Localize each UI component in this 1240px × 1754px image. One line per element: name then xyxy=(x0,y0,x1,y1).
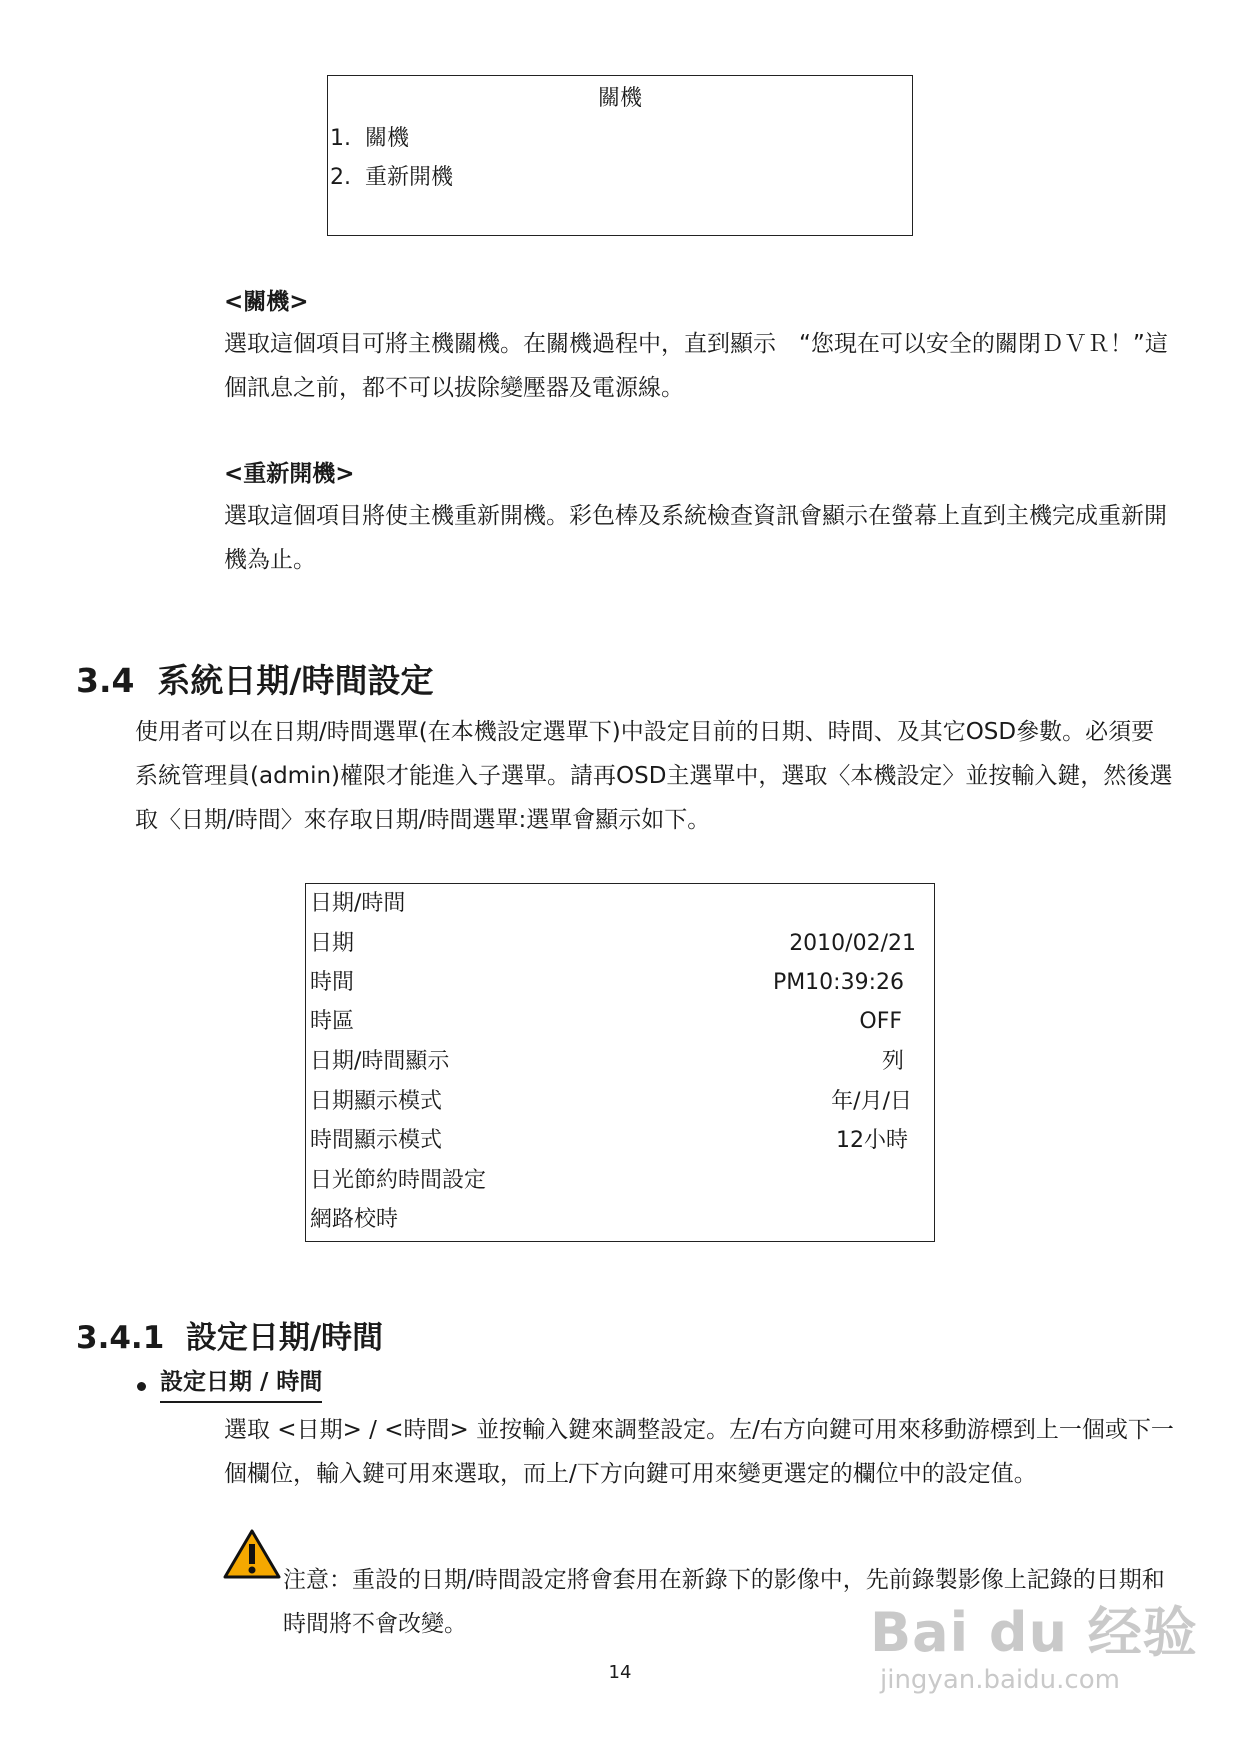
shutdown-menu-box xyxy=(327,75,913,236)
menu-row-label: 時區 xyxy=(310,1009,355,1034)
menu-row-dst xyxy=(306,1161,934,1201)
menu-row-timezone xyxy=(306,1002,934,1042)
shutdown-menu-item-2: 2. 重新開機 xyxy=(330,165,453,190)
menu-row-date xyxy=(306,924,934,964)
menu-row-label: 時間顯示模式 xyxy=(310,1128,443,1153)
menu-row-value: OFF xyxy=(859,1009,902,1034)
datetime-menu-box xyxy=(305,883,935,1242)
datetime-menu-title-row xyxy=(306,884,934,924)
restart-heading: <重新開機> xyxy=(224,461,355,487)
menu-row-label: 時間 xyxy=(310,970,355,995)
warning-note: 注意：重設的日期/時間設定將會套用在新錄下的影像中，先前錄製影像上記錄的日期和時間將不會改變。 xyxy=(283,1567,1165,1637)
menu-row-time xyxy=(306,963,934,1003)
menu-row-label: 日期 xyxy=(310,931,355,956)
shutdown-menu-title: 關機 xyxy=(597,86,642,111)
menu-row-datetime-display xyxy=(306,1042,934,1082)
menu-row-ntp xyxy=(306,1200,934,1240)
menu-row-label: 網路校時 xyxy=(310,1207,399,1232)
menu-row-label: 日期顯示模式 xyxy=(310,1089,443,1114)
menu-row-value: 2010/02/21 xyxy=(789,931,916,956)
section-3-4-title: 3.4 系統日期/時間設定 xyxy=(76,661,434,700)
bullet-heading: 設定日期 / 時間 xyxy=(160,1364,322,1403)
shutdown-heading: <關機> xyxy=(224,289,309,315)
shutdown-menu-item-1: 1. 關機 xyxy=(330,126,409,151)
bullet-dot-icon xyxy=(137,1382,146,1391)
section-3-4-paragraph: 使用者可以在日期/時間選單(在本機設定選單下)中設定目前的日期、時間、及其它OSD參數。必須要系統管理員(admin)權限才能進入子選單。請再OSD主選單中，選取〈本機設定〉並按輸入鍵，然後選取〈日期/時間〉來存取日期/時間選單:選單會顯示如下。 xyxy=(135,719,1173,833)
watermark-url: jingyan.baidu.com xyxy=(880,1665,1120,1695)
menu-row-time-format xyxy=(306,1121,934,1161)
section-3-4-1-paragraph: 選取 <日期> / <時間> 並按輸入鍵來調整設定。左/右方向鍵可用來移動游標到上一個或下一個欄位，輸入鍵可用來選取，而上/下方向鍵可用來變更選定的欄位中的設定值。 xyxy=(224,1417,1174,1487)
menu-row-label: 日期/時間顯示 xyxy=(310,1049,450,1074)
page-number: 14 xyxy=(608,1662,632,1683)
menu-row-value: 列 xyxy=(881,1049,904,1074)
restart-paragraph: 選取這個項目將使主機重新開機。彩色棒及系統檢查資訊會顯示在螢幕上直到主機完成重新開機為止。 xyxy=(224,503,1167,573)
menu-row-value: PM10:39:26 xyxy=(772,970,904,995)
watermark-brand: Bai du 经验 xyxy=(870,1601,1198,1664)
menu-row-date-format xyxy=(306,1082,934,1122)
menu-row-label: 日光節約時間設定 xyxy=(310,1168,487,1193)
section-3-4-1-title: 3.4.1 設定日期/時間 xyxy=(76,1320,384,1356)
shutdown-paragraph: 選取這個項目可將主機關機。在關機過程中，直到顯示 “您現在可以安全的關閉ＤＶＲ！”這個訊息之前，都不可以拔除變壓器及電源線。 xyxy=(224,331,1168,401)
menu-row-value: 12小時 xyxy=(836,1128,908,1153)
warning-triangle-icon xyxy=(222,1528,282,1580)
menu-row-value: 年/月/日 xyxy=(831,1089,912,1114)
datetime-menu-title: 日期/時間 xyxy=(310,891,406,916)
